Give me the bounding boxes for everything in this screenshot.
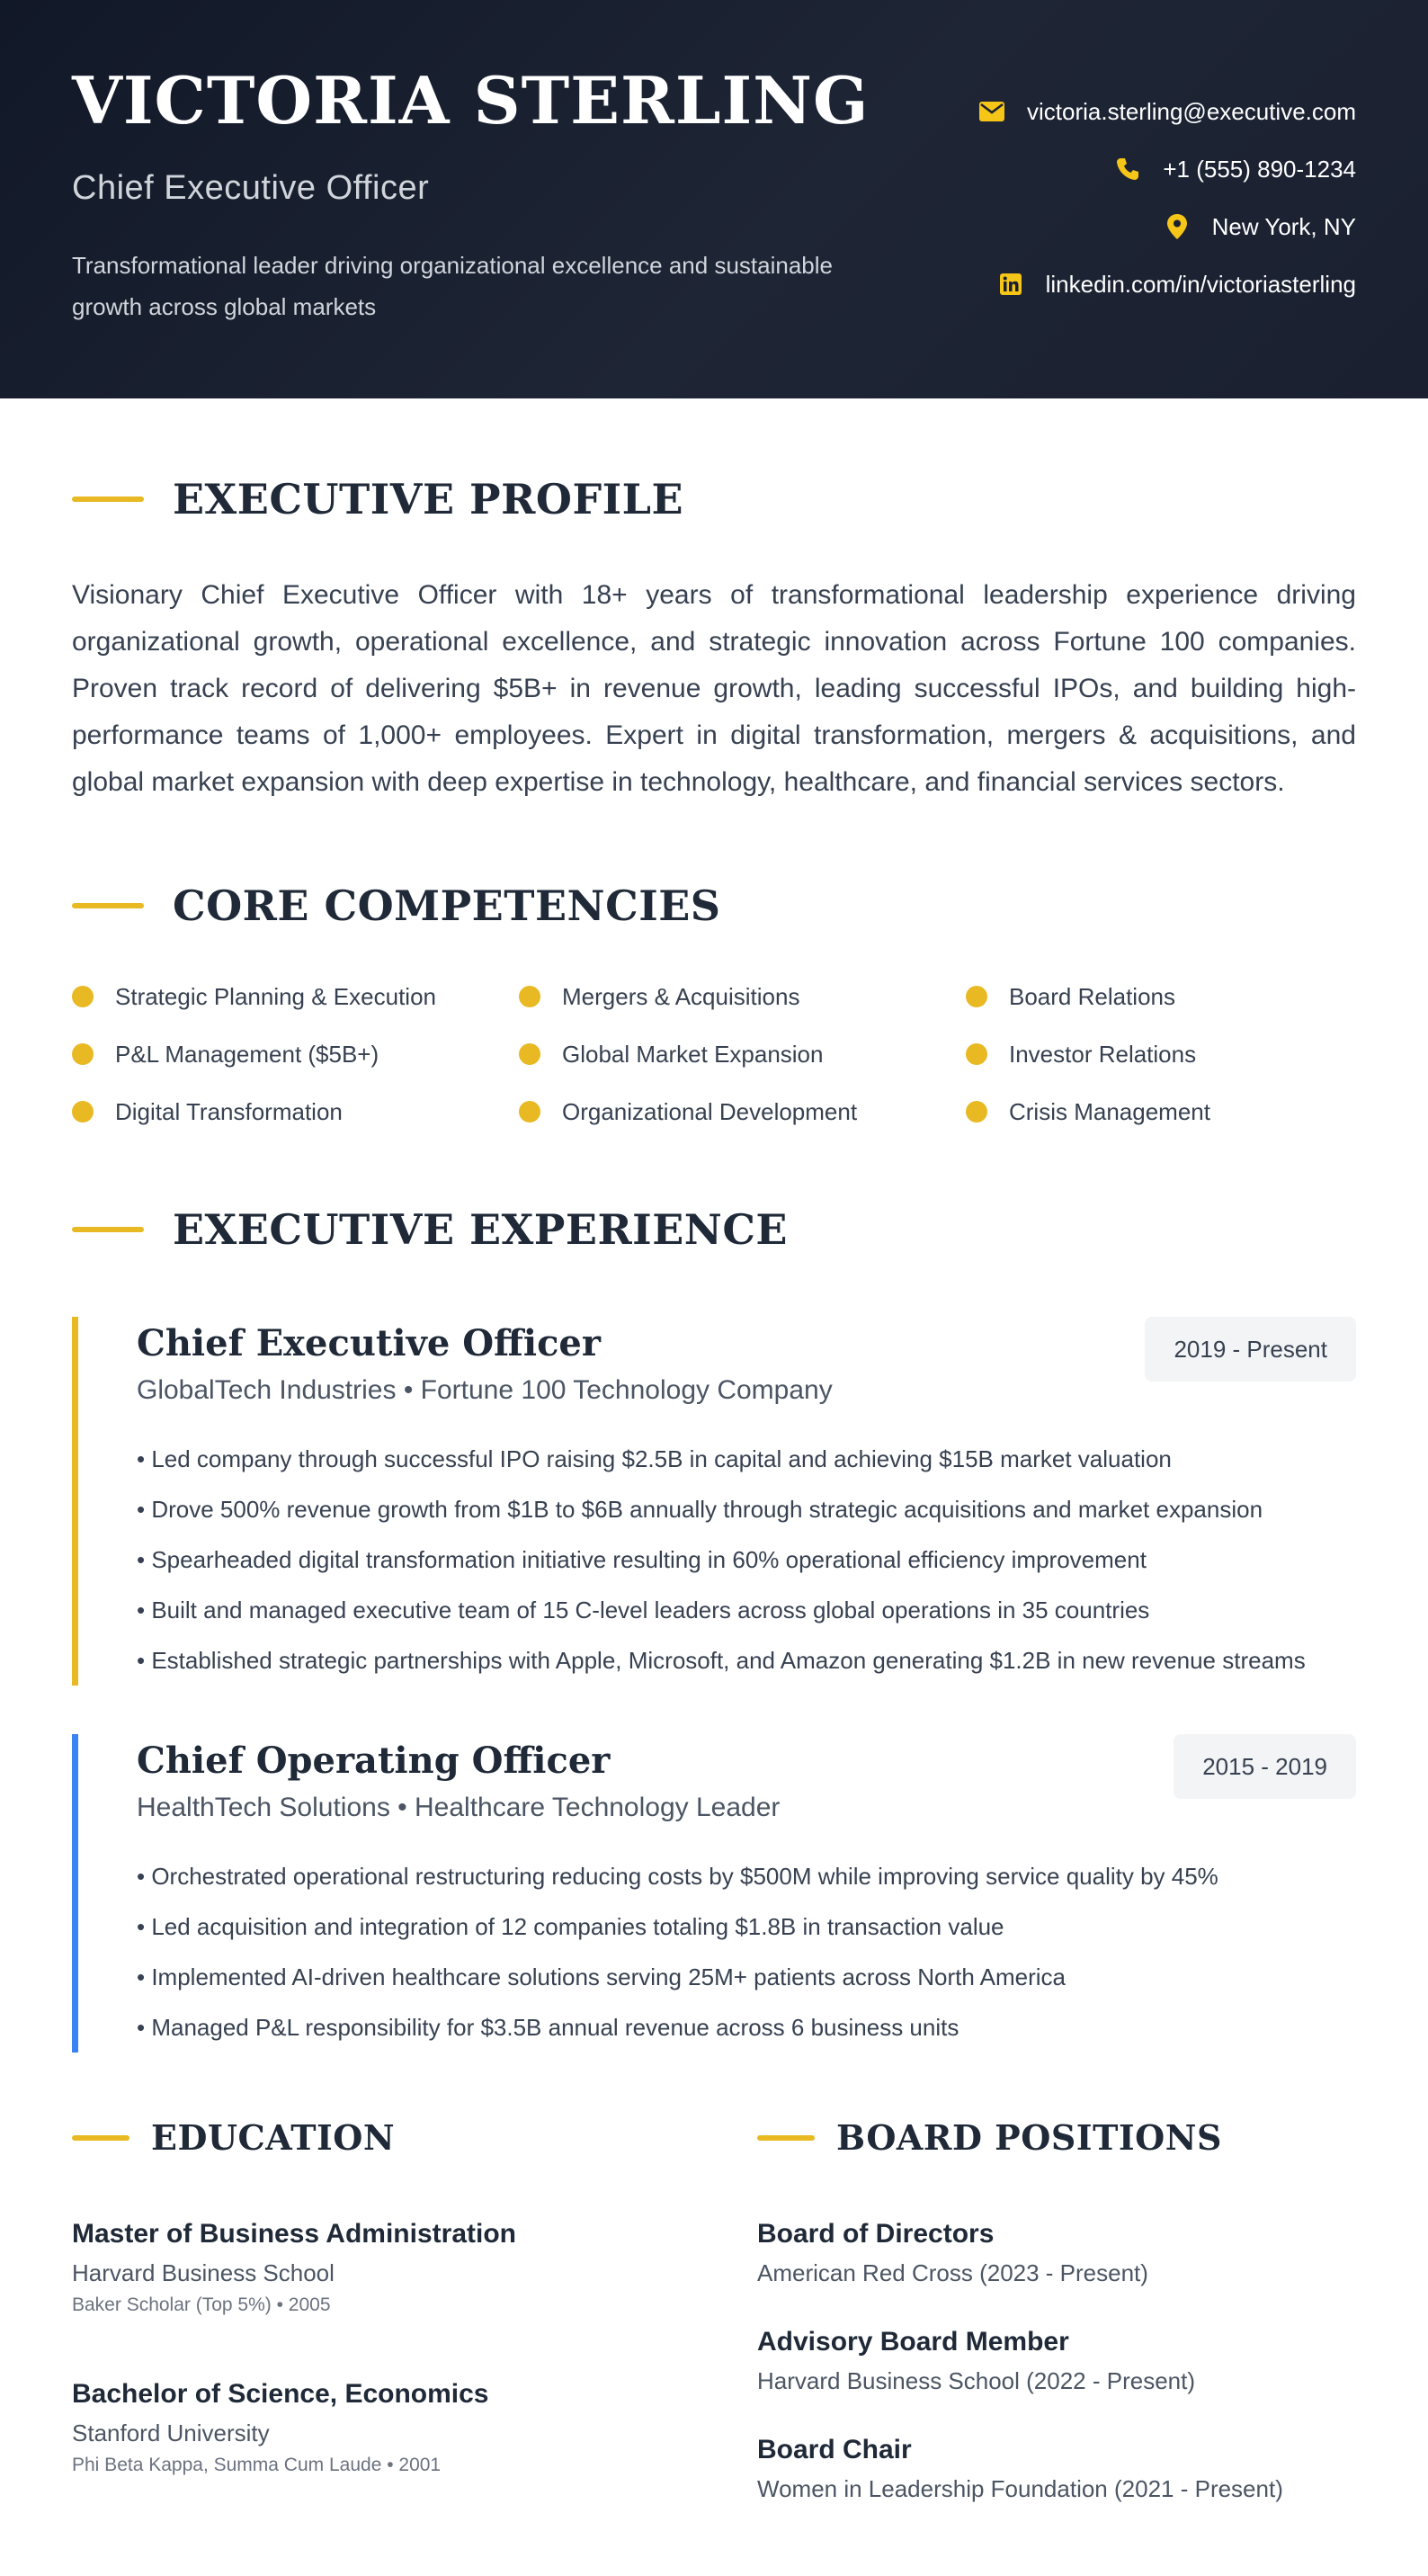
bullet-dot-icon [519,1043,540,1065]
bullet-dot-icon [72,1101,94,1123]
competency-label: Digital Transformation [115,1097,343,1125]
competency-item [519,979,966,1015]
section-title-experience [72,1205,788,1254]
job-accent-bar [72,1734,78,2053]
bullet-dot-icon [519,1101,540,1123]
competency-item [72,1094,519,1130]
board-org: American Red Cross (2023 - Present) [757,2259,1148,2286]
job-bullet: • Implemented AI-driven healthcare solutions serving 25M+ patients across North America [137,1963,1066,1990]
contact-email-text: victoria.sterling@executive.com [1027,97,1356,125]
section-title-profile-text: EXECUTIVE PROFILE [173,475,684,523]
job-bullet: • Led acquisition and integration of 12 companies totaling $1.8B in transaction value [137,1913,1004,1940]
education-entry [72,2375,701,2479]
competency-grid [72,979,1356,1130]
job-accent-bar [72,1317,78,1686]
section-title-board [757,2117,1222,2158]
job-bullet: • Drove 500% revenue growth from $1B to $6B annually through strategic acquisitions and market expansion [137,1496,1263,1523]
bullet-dot-icon [72,986,94,1007]
competency-item [519,1036,966,1072]
job-bullet: • Led company through successful IPO raising $2.5B in capital and achieving $15B market valuation [137,1445,1172,1472]
competency-label: Crisis Management [1009,1097,1210,1125]
job-entry-ceo [72,1317,1356,1686]
competency-label: Mergers & Acquisitions [562,982,800,1010]
bullet-dot-icon [966,1101,987,1123]
candidate-name: VICTORIA STERLING [72,62,870,139]
section-accent-bar [72,496,144,502]
section-accent-bar [72,1227,144,1232]
competency-label: Strategic Planning & Execution [115,982,436,1010]
competency-item [72,979,519,1015]
board-entry [757,2430,1387,2508]
education-school: Harvard Business School [72,2259,335,2286]
competency-label: P&L Management ($5B+) [115,1040,379,1068]
job-bullet: • Managed P&L responsibility for $3.5B annual revenue across 6 business units [137,2014,959,2041]
contact-linkedin[interactable] [727,266,1356,302]
contact-location [727,209,1356,245]
education-note: Phi Beta Kappa, Summa Cum Laude • 2001 [72,2455,442,2475]
linkedin-icon [997,271,1024,298]
education-list [72,2214,701,2479]
competency-item [966,1036,1356,1072]
education-school: Stanford University [72,2419,270,2446]
contact-list [727,94,1356,324]
section-title-board-text: BOARD POSITIONS [836,2117,1222,2158]
job-date-badge: 2015 - 2019 [1174,1734,1356,1799]
location-pin-icon [1164,213,1191,240]
board-entry [757,2214,1387,2292]
candidate-role: Chief Executive Officer [72,169,430,207]
education-entry [72,2214,701,2319]
profile-summary: Visionary Chief Executive Officer with 18+ years of transformational leadership experience driving organizational growth, operational excellence, and strategic innovation across Fortune 100 companies. Proven track record of delivering $5B+ in revenue growth, leading successful IPOs, and building high-performance teams of 1,000+ employees. Expert in digital transformation, mergers & acquisitions, and global market expansion with deep expertise in technology, healthcare, and financial services sectors. [72,580,1356,797]
competency-item [966,979,1356,1015]
job-company: HealthTech Solutions • Healthcare Technology Leader [137,1793,781,1822]
board-role: Advisory Board Member [757,2327,1069,2357]
bullet-dot-icon [966,986,987,1007]
section-accent-bar [72,2135,129,2141]
section-title-experience-text: EXECUTIVE EXPERIENCE [173,1205,788,1254]
competency-item [72,1036,519,1072]
resume-header [0,0,1428,398]
job-bullet: • Spearheaded digital transformation initiative resulting in 60% operational efficiency improvement [137,1546,1147,1573]
bullet-dot-icon [72,1043,94,1065]
job-bullet: • Established strategic partnerships with Apple, Microsoft, and Amazon generating $1.2B in new revenue streams [137,1647,1306,1674]
board-role: Board Chair [757,2435,912,2464]
email-icon [978,98,1005,125]
competency-item [519,1094,966,1130]
competency-label: Global Market Expansion [562,1040,824,1068]
job-title: Chief Operating Officer [137,1740,611,1782]
bullet-dot-icon [966,1043,987,1065]
board-org: Harvard Business School (2022 - Present) [757,2367,1196,2394]
board-role: Board of Directors [757,2219,995,2249]
education-degree: Bachelor of Science, Economics [72,2379,489,2409]
job-bullet: • Built and managed executive team of 15 C-level leaders across global operations in 35 countries [137,1597,1150,1623]
job-entry-coo [72,1734,1356,2053]
competency-label: Investor Relations [1009,1040,1197,1068]
board-org: Women in Leadership Foundation (2021 - Present) [757,2475,1283,2502]
job-bullet: • Orchestrated operational restructuring reducing costs by $500M while improving service quality by 45% [137,1863,1218,1890]
competency-label: Board Relations [1009,982,1175,1010]
contact-location-text: New York, NY [1211,212,1356,240]
section-title-competencies [72,881,721,930]
section-title-education-text: EDUCATION [151,2117,396,2158]
section-title-education [72,2117,395,2158]
section-title-competencies-text: CORE COMPETENCIES [173,881,721,930]
section-accent-bar [757,2135,815,2141]
job-date-badge: 2019 - Present [1145,1317,1356,1382]
job-title: Chief Executive Officer [137,1322,601,1364]
section-accent-bar [72,903,144,908]
education-note: Baker Scholar (Top 5%) • 2005 [72,2294,331,2315]
contact-phone[interactable] [727,151,1356,187]
board-entry [757,2322,1387,2400]
bullet-dot-icon [519,986,540,1007]
contact-phone-text: +1 (555) 890-1234 [1163,155,1356,183]
education-degree: Master of Business Administration [72,2219,516,2249]
contact-email[interactable] [727,94,1356,130]
section-title-profile [72,475,683,523]
phone-icon [1114,156,1141,183]
competency-label: Organizational Development [562,1097,858,1125]
competency-item [966,1094,1356,1130]
candidate-tagline: Transformational leader driving organizational excellence and sustainable growth across global markets [72,252,833,320]
job-company: GlobalTech Industries • Fortune 100 Technology Company [137,1375,833,1405]
board-list [757,2214,1387,2508]
contact-linkedin-text: linkedin.com/in/victoriasterling [1045,270,1356,298]
